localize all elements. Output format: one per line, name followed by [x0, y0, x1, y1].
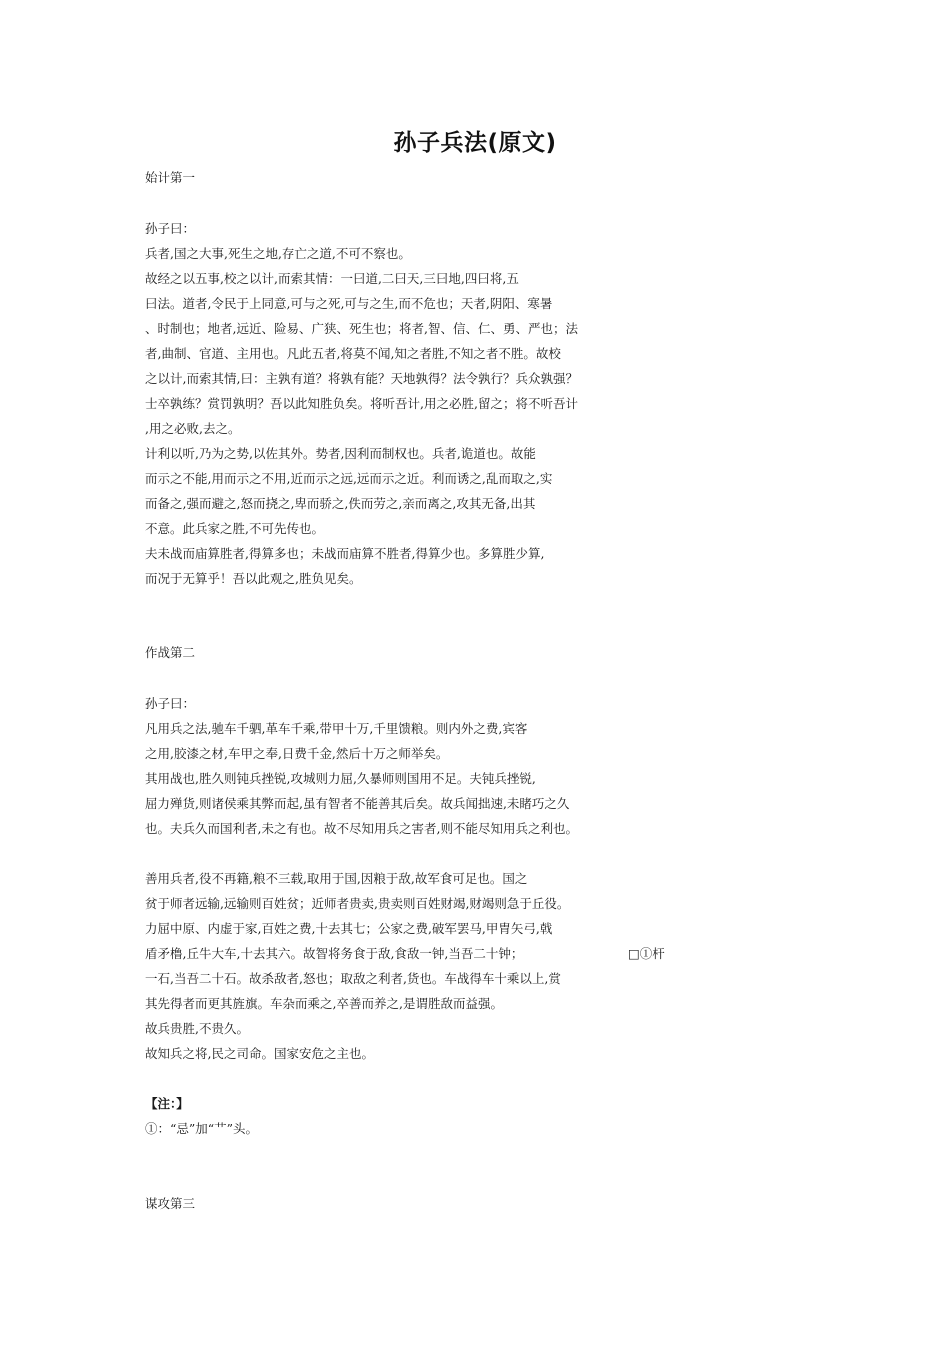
chapter-heading: 作战第二 [145, 645, 196, 660]
text-line: 士卒孰练？赏罚孰明？吾以此知胜负矣。将听吾计,用之必胜,留之；将不听吾计 [145, 396, 578, 411]
text-line: ,用之必败,去之。 [145, 421, 241, 436]
text-line: 孙子曰： [145, 221, 196, 236]
text-line: 而备之,强而避之,怒而挠之,卑而骄之,佚而劳之,亲而离之,攻其无备,出其 [145, 496, 536, 511]
text-line: 凡用兵之法,驰车千驷,革车千乘,带甲十万,千里馈粮。则内外之费,宾客 [145, 721, 528, 736]
notes-heading: 【注：】 [145, 1096, 189, 1111]
text-line: 故经之以五事,校之以计,而索其情：一曰道,二曰天,三曰地,四曰将,五 [145, 271, 519, 286]
text-line: 之用,胶漆之材,车甲之奉,日费千金,然后十万之师举矣。 [145, 746, 449, 761]
text-line: 、时制也；地者,远近、险易、广狭、死生也；将者,智、信、仁、勇、严也；法 [145, 321, 578, 336]
text-line: 而况于无算乎！吾以此观之,胜负见矣。 [145, 571, 362, 586]
text-line: 也。夫兵久而国利者,未之有也。故不尽知用兵之害者,则不能尽知用兵之利也。 [145, 821, 578, 836]
chapter-heading: 谋攻第三 [145, 1196, 196, 1211]
text-line: 善用兵者,役不再籍,粮不三载,取用于国,因粮于敌,故军食可足也。国之 [145, 871, 528, 886]
note-text: ①：“忌”加“艹”头。 [145, 1121, 259, 1136]
text-line: 一石,当吾二十石。故杀敌者,怒也；取敌之利者,货也。车战得车十乘以上,赏 [145, 971, 561, 986]
text-line: 不意。此兵家之胜,不可先传也。 [145, 521, 324, 536]
text-line: 其用战也,胜久则钝兵挫锐,攻城则力屈,久暴师则国用不足。夫钝兵挫锐, [145, 771, 536, 786]
text-line: 之以计,而索其情,曰：主孰有道？将孰有能？天地孰得？法令孰行？兵众孰强？ [145, 371, 578, 386]
document-title: 孙子兵法(原文) [393, 130, 557, 156]
chapter-heading: 始计第一 [145, 170, 196, 185]
text-line: 曰法。道者,令民于上同意,可与之死,可与之生,而不危也；天者,阴阳、寒暑 [145, 296, 553, 311]
text-line: 者,曲制、官道、主用也。凡此五者,将莫不闻,知之者胜,不知之者不胜。故校 [145, 346, 561, 361]
text-line: 盾矛橹,丘牛大车,十去其六。故智将务食于敌,食敌一钟,当吾二十钟； [145, 946, 524, 961]
inline-note-marker: □①杆 [628, 946, 665, 961]
text-line: 力屈中原、内虚于家,百姓之费,十去其七；公家之费,破军罢马,甲胄矢弓,戟 [145, 921, 553, 936]
text-line: 夫未战而庙算胜者,得算多也；未战而庙算不胜者,得算少也。多算胜少算, [145, 546, 545, 561]
text-line: 屈力殚货,则诸侯乘其弊而起,虽有智者不能善其后矣。故兵闻拙速,未睹巧之久 [145, 796, 570, 811]
text-line: 其先得者而更其旌旗。车杂而乘之,卒善而养之,是谓胜敌而益强。 [145, 996, 503, 1011]
text-line: 孙子曰： [145, 696, 196, 711]
text-line: 计利以听,乃为之势,以佐其外。势者,因利而制权也。兵者,诡道也。故能 [145, 446, 536, 461]
text-line: 故知兵之将,民之司命。国家安危之主也。 [145, 1046, 374, 1061]
text-line: 贫于师者远输,远输则百姓贫；近师者贵卖,贵卖则百姓财竭,财竭则急于丘役。 [145, 896, 570, 911]
text-line: 故兵贵胜,不贵久。 [145, 1021, 249, 1036]
text-line: 兵者,国之大事,死生之地,存亡之道,不可不察也。 [145, 246, 411, 261]
text-line: 而示之不能,用而示之不用,近而示之远,远而示之近。利而诱之,乱而取之,实 [145, 471, 553, 486]
